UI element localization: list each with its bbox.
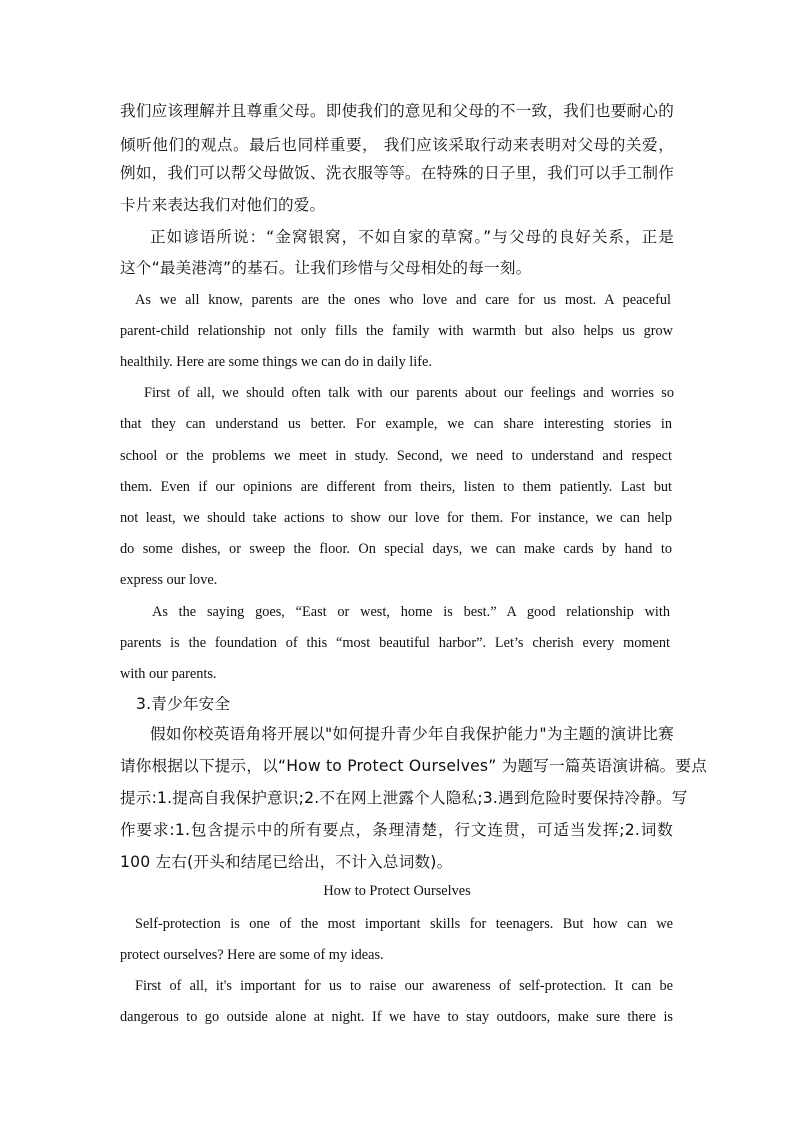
prompt-line: 请你根据以下提示，以“How to Protect Ourselves” 为题写一篇英语演讲稿。要点 [120, 757, 708, 775]
essay-line: not least, we should take actions to show our love for them. For instance, we can help [120, 510, 672, 526]
essay-line: As we all know, parents are the ones who love and care for us most. A peaceful [135, 292, 671, 308]
essay-line: parents is the foundation of this “most beautiful harbor”. Let’s cherish every moment [120, 635, 670, 651]
chinese-line: 倾听他们的观点。最后也同样重要， 我们应该采取行动来表明对父母的关爱， [120, 136, 674, 154]
essay-title: How to Protect Ourselves [323, 883, 471, 899]
essay-line: Self-protection is one of the most important skills for teenagers. But how can we [135, 916, 673, 932]
essay-line: As the saying goes, “East or west, home is best.” A good relationship with [152, 604, 670, 620]
essay-line: them. Even if our opinions are different from theirs, listen to them patiently. Last but [120, 479, 672, 495]
chinese-line: 这个“最美港湾”的基石。让我们珍惜与父母相处的每一刻。 [120, 259, 532, 277]
chinese-line: 我们应该理解并且尊重父母。即使我们的意见和父母的不一致，我们也要耐心的 [120, 102, 674, 120]
essay-line: express our love. [120, 572, 218, 588]
chinese-line: 卡片来表达我们对他们的爱。 [120, 196, 326, 214]
essay-line: protect ourselves? Here are some of my ideas. [120, 947, 384, 963]
essay-line: with our parents. [120, 666, 217, 682]
essay-line: school or the problems we meet in study. Second, we need to understand and respect [120, 448, 672, 464]
section-heading: 3.青少年安全 [136, 695, 231, 713]
essay-line: First of all, it's important for us to raise our awareness of self-protection. It can be [135, 978, 673, 994]
essay-line: do some dishes, or sweep the floor. On special days, we can make cards by hand to [120, 541, 672, 557]
prompt-line: 假如你校英语角将开展以"如何提升青少年自我保护能力"为主题的演讲比赛 [150, 725, 674, 743]
prompt-line: 提示:1.提高自我保护意识;2.不在网上泄露个人隐私;3.遇到危险时要保持冷静。写 [120, 789, 688, 807]
chinese-line: 正如谚语所说：“金窝银窝，不如自家的草窝。”与父母的良好关系，正是 [150, 228, 674, 246]
essay-line: First of all, we should often talk with our parents about our feelings and worries so [144, 385, 674, 401]
essay-line: dangerous to go outside alone at night. If we have to stay outdoors, make sure there is [120, 1009, 673, 1025]
prompt-line: 100 左右(开头和结尾已给出，不计入总词数)。 [120, 853, 453, 871]
essay-line: parent-child relationship not only fills the family with warmth but also helps us grow [120, 323, 673, 339]
essay-line: that they can understand us better. For example, we can share interesting stories in [120, 416, 672, 432]
prompt-line: 作要求:1.包含提示中的所有要点，条理清楚，行文连贯，可适当发挥;2.词数 [120, 821, 673, 839]
essay-line: healthily. Here are some things we can do in daily life. [120, 354, 432, 370]
chinese-line: 例如，我们可以帮父母做饭、洗衣服等等。在特殊的日子里，我们可以手工制作 [120, 164, 674, 182]
